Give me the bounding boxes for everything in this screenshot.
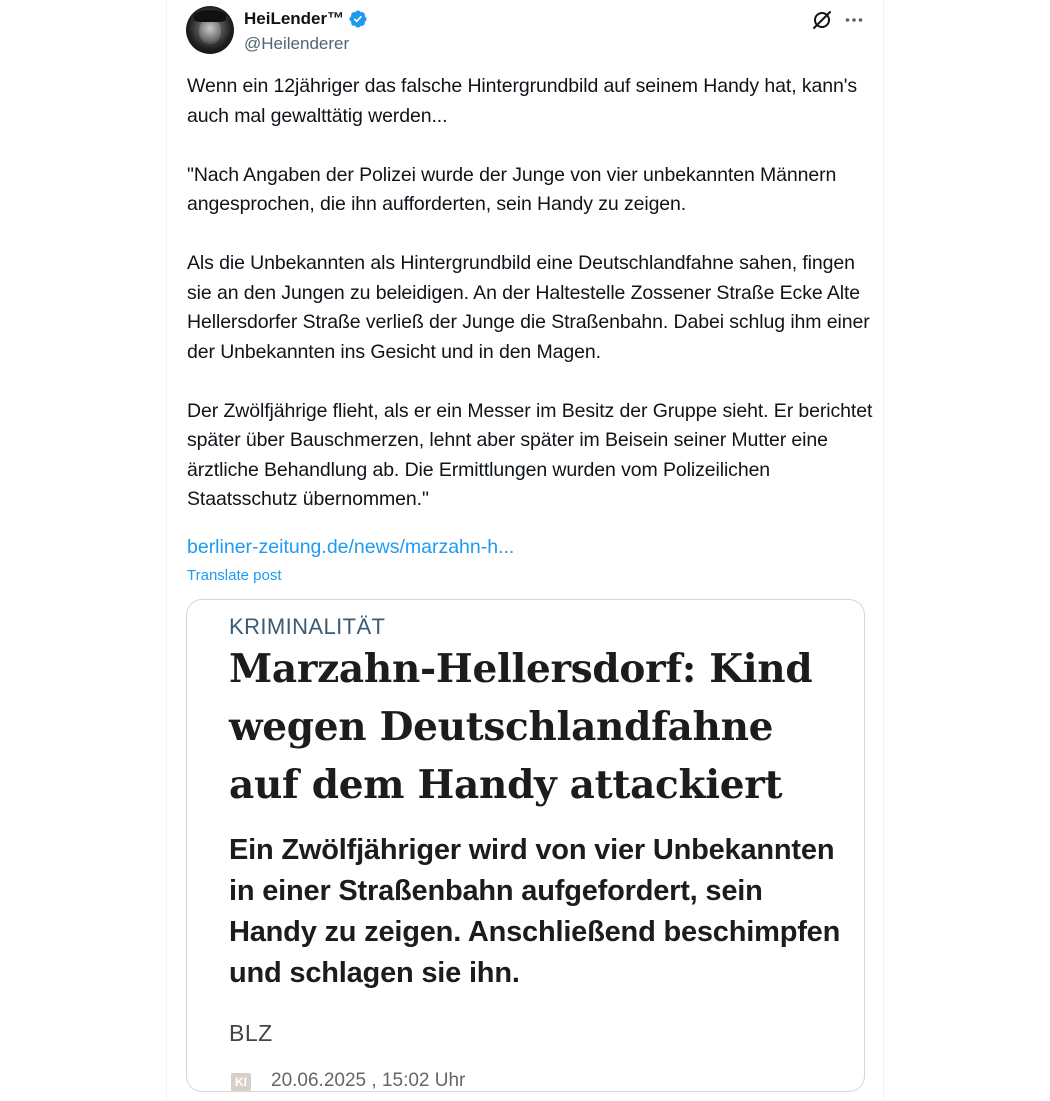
card-headline: Marzahn-Hellersdorf: Kind wegen Deutschlandfahne auf dem Handy attackiert — [229, 646, 813, 808]
link-preview-card[interactable] — [186, 599, 865, 1092]
card-source: BLZ — [229, 1020, 273, 1046]
avatar-hat — [194, 10, 226, 22]
post-paragraph: Der Zwölfjährige flieht, als er ein Messer im Besitz der Gruppe sieht. Er berichtet später über Bauschmerzen, lehnt aber später im Beisein seiner Mutter eine ärztliche Behandlung ab. Die Ermittlungen wurden vom Polizeilichen Staatsschutz übernommen." — [187, 399, 873, 510]
card-teaser: Ein Zwölfjähriger wird von vier Unbekannten in einer Straßenbahn aufgefordert, sein Handy zu zeigen. Anschließend beschimpfen und schlagen sie ihn. — [229, 834, 841, 989]
more-options-icon[interactable] — [842, 8, 866, 32]
card-date: 20.06.2025 , 15:02 Uhr — [271, 1070, 466, 1091]
article-link[interactable]: berliner-zeitung.de/news/marzahn-h... — [187, 536, 515, 558]
post-paragraph: Wenn ein 12jähriger das falsche Hintergrundbild auf seinem Handy hat, kann's auch mal gewalttätig werden... — [187, 75, 857, 127]
translate-post-link[interactable]: Translate post — [187, 567, 282, 584]
author-display-name[interactable]: HeiLender™ — [244, 9, 345, 28]
avatar[interactable] — [186, 6, 234, 54]
author-handle[interactable]: @Heilenderer — [244, 34, 350, 53]
grok-icon[interactable] — [810, 8, 834, 32]
post-paragraph: Als die Unbekannten als Hintergrundbild eine Deutschlandfahne sahen, fingen sie an den Jungen zu beleidigen. An der Haltestelle Zossener Straße Ecke Alte Hellersdorfer Straße verließ der Junge die Straßenbahn. Dabei schlug ihm einer der Unbekannten ins Gesicht und in den Magen. — [187, 252, 870, 363]
post-paragraph: "Nach Angaben der Polizei wurde der Junge von vier unbekannten Männern angesprochen, die ihn aufforderten, sein Handy zu zeigen. — [187, 163, 837, 215]
verified-badge-icon[interactable] — [348, 9, 368, 29]
ki-badge: KI — [231, 1073, 251, 1091]
author-name[interactable] — [244, 8, 368, 30]
post-body — [187, 72, 877, 515]
card-kicker: KRIMINALITÄT — [229, 614, 386, 639]
